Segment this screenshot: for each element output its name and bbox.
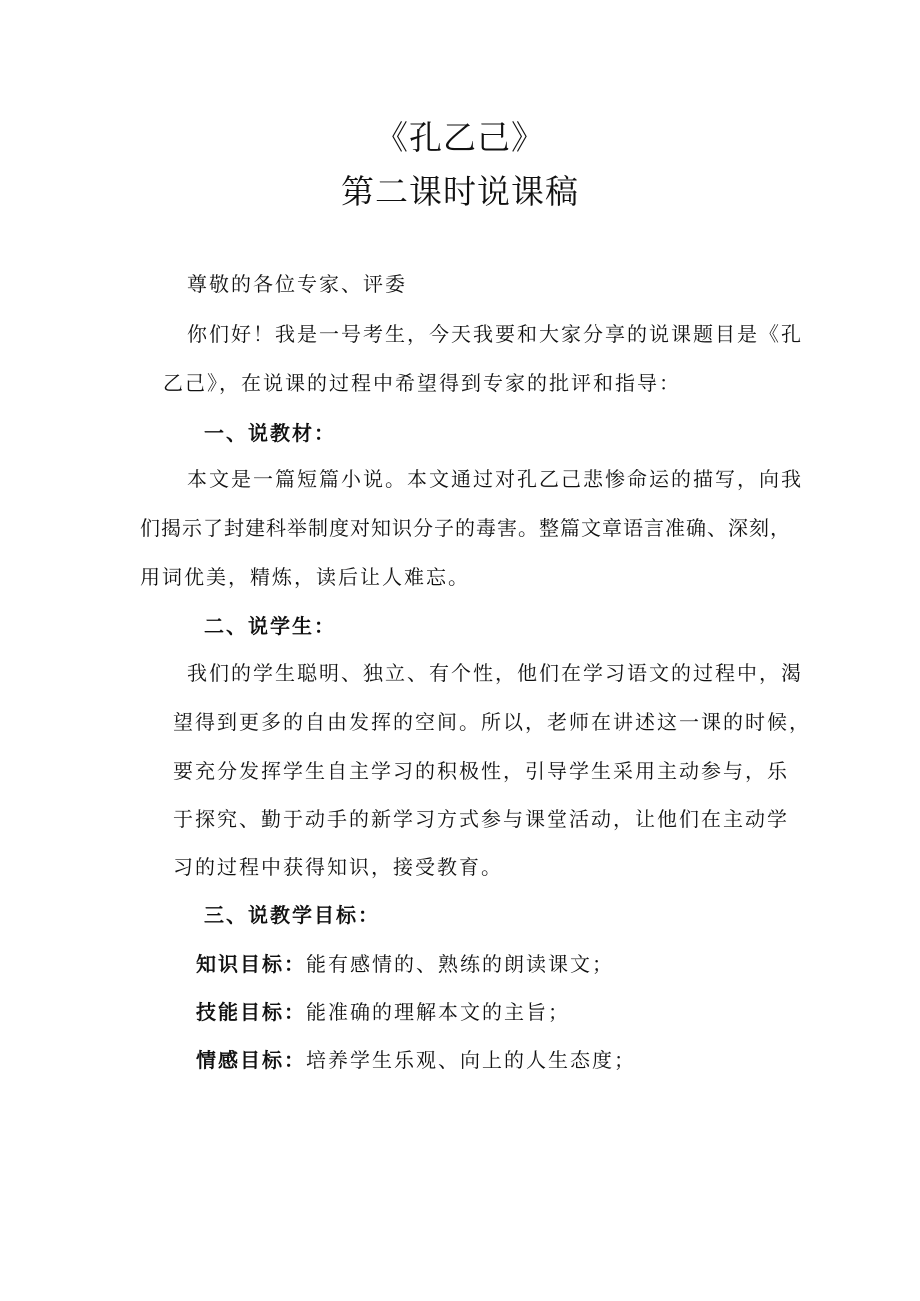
materials-line-3: 用词优美，精炼，读后让人难忘。: [140, 565, 470, 589]
students-line-4: 于探究、勤于动手的新学习方式参与课堂活动，让他们在主动学: [173, 807, 789, 831]
greeting: 尊敬的各位专家、评委: [187, 272, 407, 296]
materials-line-1: 本文是一篇短篇小说。本文通过对孔乙己悲惨命运的描写，向我: [187, 467, 803, 491]
goal-emotion: [196, 1046, 636, 1074]
section-heading-students: 二、说学生：: [204, 614, 336, 638]
goal-knowledge-label: 知识目标：: [196, 952, 306, 976]
goal-skill-text: 能准确的理解本文的主旨；: [306, 1000, 570, 1024]
goal-knowledge: [196, 950, 614, 978]
students-line-2: 望得到更多的自由发挥的空间。所以，老师在讲述这一课的时候，: [173, 710, 811, 734]
goal-knowledge-text: 能有感情的、熟练的朗读课文；: [306, 952, 614, 976]
students-line-1: 我们的学生聪明、独立、有个性，他们在学习语文的过程中，渴: [187, 661, 803, 685]
document-subtitle: 第二课时说课稿: [341, 172, 579, 211]
goal-emotion-text: 培养学生乐观、向上的人生态度；: [306, 1048, 636, 1072]
students-line-5: 习的过程中获得知识，接受教育。: [173, 855, 503, 879]
intro-line-1: 你们好！我是一号考生，今天我要和大家分享的说课题目是《孔: [187, 322, 803, 346]
goal-skill: [196, 998, 570, 1026]
goal-emotion-label: 情感目标：: [196, 1048, 306, 1072]
goal-skill-label: 技能目标：: [196, 1000, 306, 1024]
materials-line-2: 们揭示了封建科举制度对知识分子的毒害。整篇文章语言准确、深刻，: [140, 516, 791, 540]
section-heading-materials: 一、说教材：: [204, 421, 336, 445]
students-line-3: 要充分发挥学生自主学习的积极性，引导学生采用主动参与，乐: [173, 759, 789, 783]
intro-line-2: 乙己》，在说课的过程中希望得到专家的批评和指导：: [163, 371, 681, 395]
document-title: 《孔乙己》: [375, 118, 545, 157]
section-heading-goals: 三、说教学目标：: [204, 903, 380, 927]
